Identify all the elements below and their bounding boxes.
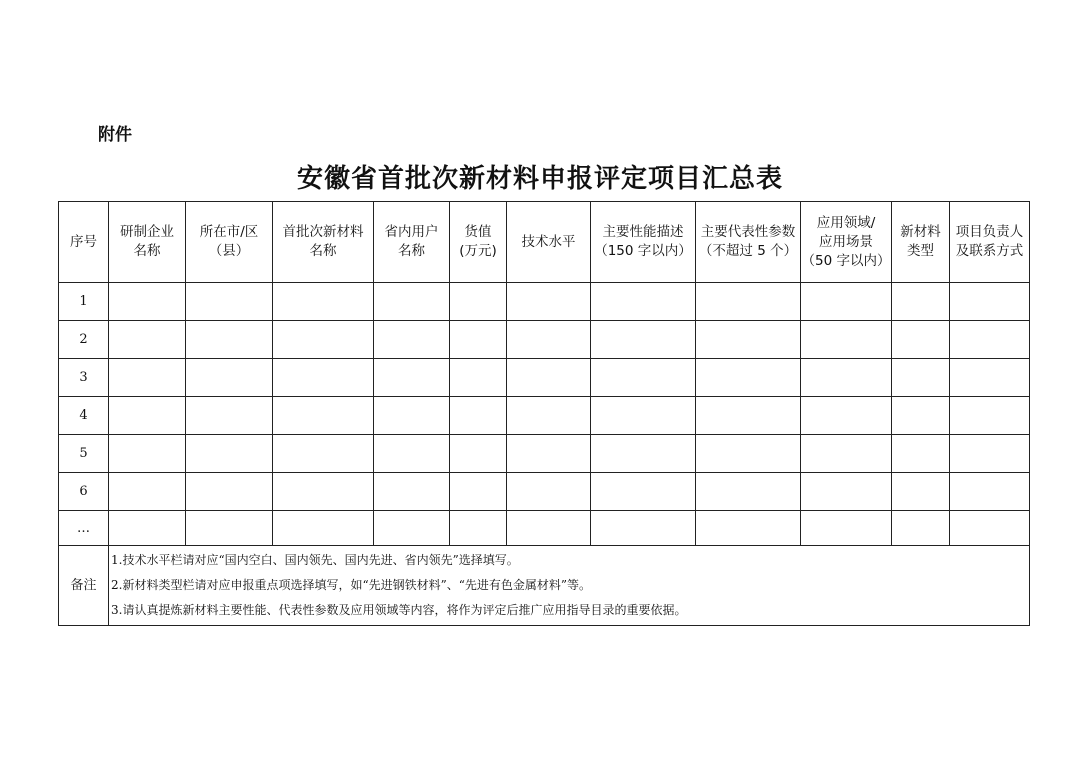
table-cell[interactable]: [801, 511, 892, 546]
table-cell[interactable]: [450, 321, 507, 359]
header-cell-user-name: 省内用户 名称: [374, 202, 450, 283]
notes-label: 备注: [59, 546, 109, 626]
table-cell[interactable]: [696, 511, 801, 546]
table-cell[interactable]: [186, 435, 273, 473]
table-row: [59, 435, 1030, 473]
table-cell[interactable]: [801, 359, 892, 397]
row-index-cell: 1: [59, 283, 109, 321]
table-cell[interactable]: [892, 435, 950, 473]
table-cell[interactable]: [273, 359, 374, 397]
table-cell[interactable]: [109, 473, 186, 511]
table-cell[interactable]: [374, 321, 450, 359]
table-cell[interactable]: [801, 283, 892, 321]
table-cell[interactable]: [374, 473, 450, 511]
table-cell[interactable]: [801, 473, 892, 511]
table-cell[interactable]: [696, 283, 801, 321]
table-cell[interactable]: [892, 321, 950, 359]
table-cell[interactable]: [507, 283, 591, 321]
table-cell[interactable]: [374, 359, 450, 397]
page-title: 安徽省首批次新材料申报评定项目汇总表: [296, 164, 783, 194]
table-cell[interactable]: [591, 397, 696, 435]
table-cell[interactable]: [507, 473, 591, 511]
table-cell[interactable]: [892, 473, 950, 511]
table-cell[interactable]: [696, 359, 801, 397]
table-cell[interactable]: [591, 359, 696, 397]
table-cell[interactable]: [950, 435, 1030, 473]
note-line: 1.技术水平栏请对应“国内空白、国内领先、国内先进、省内领先”选择填写。: [111, 553, 519, 567]
table-cell[interactable]: [696, 321, 801, 359]
table-cell[interactable]: [450, 359, 507, 397]
header-cell-material-type: 新材料 类型: [892, 202, 950, 283]
table-cell[interactable]: [273, 511, 374, 546]
table-cell[interactable]: [273, 397, 374, 435]
header-cell-city: 所在市/区 （县）: [186, 202, 273, 283]
table-cell[interactable]: [109, 321, 186, 359]
table-row: [59, 397, 1030, 435]
table-cell[interactable]: [507, 435, 591, 473]
table-cell[interactable]: [507, 321, 591, 359]
table-cell[interactable]: [950, 511, 1030, 546]
table-cell[interactable]: [591, 283, 696, 321]
table-cell[interactable]: [186, 511, 273, 546]
summary-table: [58, 201, 1030, 626]
table-cell[interactable]: [591, 473, 696, 511]
table-cell[interactable]: [186, 359, 273, 397]
table-cell[interactable]: [109, 511, 186, 546]
table-cell[interactable]: [950, 321, 1030, 359]
table-cell[interactable]: [109, 435, 186, 473]
table-cell[interactable]: [696, 397, 801, 435]
table-cell[interactable]: [450, 473, 507, 511]
table-row: [59, 283, 1030, 321]
header-cell-application: 应用领域/ 应用场景 （50 字以内）: [801, 202, 892, 283]
header-cell-value: 货值 (万元): [450, 202, 507, 283]
table-cell[interactable]: [892, 283, 950, 321]
table-cell[interactable]: [507, 397, 591, 435]
table-cell[interactable]: [591, 321, 696, 359]
row-index-cell: 6: [59, 473, 109, 511]
notes-row: [59, 546, 1030, 626]
row-index-cell: 3: [59, 359, 109, 397]
table-cell[interactable]: [696, 435, 801, 473]
table-cell[interactable]: [186, 321, 273, 359]
table-row: [59, 359, 1030, 397]
notes-body: [109, 546, 1030, 626]
row-index-cell: …: [59, 511, 109, 546]
table-cell[interactable]: [696, 473, 801, 511]
table-cell[interactable]: [273, 435, 374, 473]
table-cell[interactable]: [450, 435, 507, 473]
table-cell[interactable]: [950, 359, 1030, 397]
note-line: 3.请认真提炼新材料主要性能、代表性参数及应用领域等内容，将作为评定后推广应用指导目录的重要依据。: [111, 603, 687, 617]
table-cell[interactable]: [109, 359, 186, 397]
table-cell[interactable]: [950, 397, 1030, 435]
table-cell[interactable]: [273, 321, 374, 359]
table-cell[interactable]: [186, 283, 273, 321]
table-cell[interactable]: [273, 283, 374, 321]
attachment-label: 附件: [98, 125, 132, 145]
table-cell[interactable]: [892, 511, 950, 546]
header-cell-performance: 主要性能描述 （150 字以内）: [591, 202, 696, 283]
table-cell[interactable]: [273, 473, 374, 511]
table-cell[interactable]: [801, 397, 892, 435]
row-index-cell: 5: [59, 435, 109, 473]
header-row: [59, 202, 1030, 283]
header-cell-material-name: 首批次新材料 名称: [273, 202, 374, 283]
header-cell-company: 研制企业 名称: [109, 202, 186, 283]
table-cell[interactable]: [374, 283, 450, 321]
header-cell-parameters: 主要代表性参数 （不超过 5 个）: [696, 202, 801, 283]
table-cell[interactable]: [186, 397, 273, 435]
row-index-cell: 4: [59, 397, 109, 435]
note-line: 2.新材料类型栏请对应申报重点项选择填写，如“先进钢铁材料”、“先进有色金属材料”等。: [111, 578, 591, 592]
table-cell[interactable]: [374, 397, 450, 435]
table-cell[interactable]: [374, 511, 450, 546]
table-cell[interactable]: [591, 511, 696, 546]
table-cell[interactable]: [591, 435, 696, 473]
header-cell-tech-level: 技术水平: [507, 202, 591, 283]
table-cell[interactable]: [374, 435, 450, 473]
table-cell[interactable]: [109, 397, 186, 435]
table-cell[interactable]: [186, 473, 273, 511]
table-cell[interactable]: [507, 511, 591, 546]
table-cell[interactable]: [801, 435, 892, 473]
header-cell-contact: 项目负责人 及联系方式: [950, 202, 1030, 283]
table-cell[interactable]: [801, 321, 892, 359]
table-cell[interactable]: [950, 473, 1030, 511]
table-cell[interactable]: [950, 283, 1030, 321]
header-cell-index: 序号: [59, 202, 109, 283]
table-cell[interactable]: [507, 359, 591, 397]
table-row: [59, 321, 1030, 359]
table-cell[interactable]: [892, 359, 950, 397]
table-row: [59, 473, 1030, 511]
table-cell[interactable]: [109, 283, 186, 321]
table-cell[interactable]: [450, 283, 507, 321]
table-cell[interactable]: [450, 511, 507, 546]
table-cell[interactable]: [450, 397, 507, 435]
table-cell[interactable]: [892, 397, 950, 435]
table-row: [59, 511, 1030, 546]
row-index-cell: 2: [59, 321, 109, 359]
